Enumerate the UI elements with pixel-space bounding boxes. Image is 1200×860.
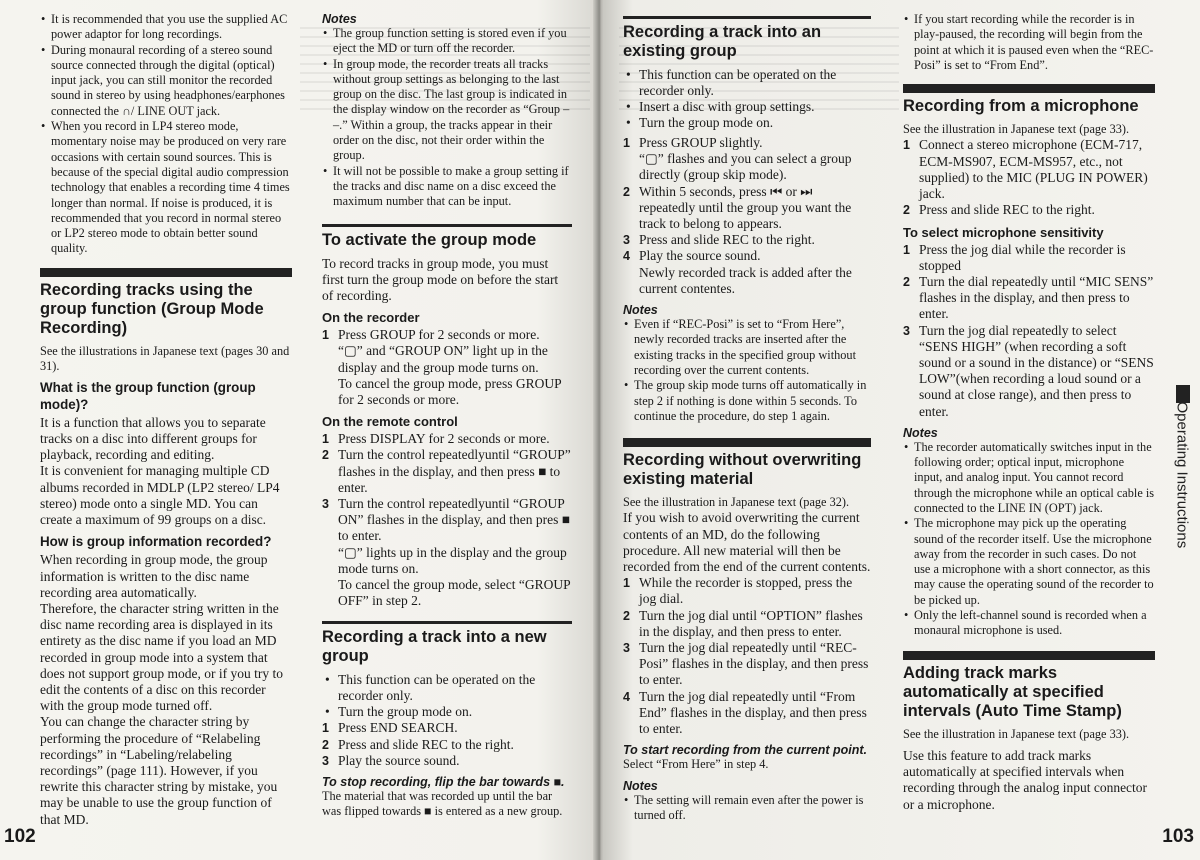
step-item: [623, 608, 871, 640]
list-item: • The setting will remain even after the power is turned off.: [623, 793, 871, 824]
step-item: [623, 689, 871, 738]
list-item: • It is recommended that you use the supplied AC power adaptor for long recordings.: [40, 12, 292, 43]
step-text: Turn the control repeatedlyuntil “GROUP” flashes in the display, and then press ■ to enter.: [338, 447, 571, 495]
step-item: [903, 202, 1155, 218]
step-text: Press DISPLAY for 2 seconds or more.: [338, 431, 550, 447]
list-item: • The microphone may pick up the operating sound of the recorder itself. Use the microphone away from the recorder in such cases. Do not use a microphone with a short connector, as this may cause the operating sound of the recorder to be picked up.: [903, 516, 1155, 608]
step-text: “▢” and “GROUP ON” light up in the display and the group mode turns on.: [338, 343, 548, 375]
group-notes-list: [322, 26, 572, 210]
step-item: [623, 248, 871, 264]
step-text: Turn the control repeatedlyuntil “GROUP ON” flashes in the display, and then pres ■ to enter.: [338, 496, 570, 544]
step-number: 4: [623, 249, 630, 264]
step-item: [322, 447, 572, 496]
bleed-through-side-tab: [10, 380, 36, 580]
section-rule: [322, 224, 572, 227]
step-number: 1: [623, 136, 630, 150]
section-rule: [623, 16, 871, 19]
step-item: [623, 135, 871, 151]
step-text: To cancel the group mode, press GROUP for 2 seconds or more.: [338, 375, 562, 407]
step-item: [903, 274, 1155, 323]
list-item: • The group function setting is stored even if you eject the MD or turn off the recorder.: [322, 26, 572, 57]
side-tab-marker: [1176, 385, 1190, 403]
step-text: Press and slide REC to the right.: [639, 232, 815, 248]
step-text: Turn the dial repeatedly until “MIC SENS” flashes in the display, and then press to enter.: [919, 273, 1154, 322]
list-item: • The recorder automatically switches input in the following order; optical input, microphone input, and analog input. You cannot record through the microphone while an optical cable is connected to the LINE IN (OPT) jack.: [903, 440, 1155, 516]
step-text: Play the source sound.: [338, 752, 460, 768]
subsection-title-on-recorder: On the recorder: [322, 310, 420, 326]
step-text: Press END SEARCH.: [338, 720, 458, 736]
step-text: Play the source sound.: [639, 248, 761, 264]
section-title-no-overwrite: Recording without overwriting existing material: [623, 451, 862, 489]
section-rule: [322, 621, 572, 624]
list-item: • When you record in LP4 stereo mode, momentary noise may be produced on very rare occasions with certain sound sources. This is because of the special digital audio compression technology that enables a recording time 4 times longer than normal. If noise is produced, it is recommended that you record in normal stereo or LP2 stereo mode to obtain better sound quality.: [40, 119, 292, 257]
step-item: [322, 545, 572, 577]
step-text: Newly recorded track is added after the current contentes.: [639, 264, 852, 296]
step-item: [623, 184, 871, 233]
step-item: [322, 496, 572, 545]
step-item: [322, 737, 572, 753]
section-title-group-mode: Recording tracks using the group function (Group Mode Recording): [40, 280, 264, 337]
right-page: [603, 0, 1200, 860]
paragraph: Use this feature to add track marks automatically at specified intervals when recording through the analog input connector or a microphone.: [903, 747, 1148, 812]
step-text: Turn the jog dial repeatedly until “From End” flashes in the display, and then press to enter.: [639, 688, 867, 737]
list-item: • It will not be possible to make a group setting if the tracks and disc name on a disc exceed the maximum number that can be input.: [322, 164, 572, 210]
section-rule: [903, 84, 1155, 93]
step-item: [322, 376, 572, 408]
step-item: [903, 242, 1155, 274]
step-number: 4: [623, 689, 630, 704]
section-title-activate-group-mode: To activate the group mode: [322, 230, 537, 249]
paragraph: When recording in group mode, the group information is written to the disc name recording area automatically.: [40, 552, 268, 600]
list-item: • Insert a disc with group settings.: [623, 99, 871, 115]
paragraph: If you wish to avoid overwriting the current contents of an MD, do the following procedure. All new material will then be recorded from the end of the current contents.: [623, 510, 871, 575]
list-item: • The group skip mode turns off automatically in step 2 if nothing is done within 5 seconds. To continue the procedure, do step 1 again.: [623, 378, 871, 424]
existing-group-prereqs: [623, 67, 871, 131]
page-number-right: 103: [1162, 826, 1194, 847]
page-number-left: 102: [4, 826, 36, 847]
existing-group-notes: [623, 317, 871, 424]
step-item: [322, 431, 572, 447]
step-text: Press GROUP slightly.: [639, 135, 763, 150]
no-overwrite-notes: [623, 793, 871, 824]
step-number: 1: [903, 138, 910, 153]
subsection-title-group-info: How is group information recorded?: [40, 534, 272, 550]
paragraph: It is a function that allows you to separate tracks on a disc into different groups for playback, recording and editing.: [40, 414, 266, 463]
paragraph: Select “From Here” in step 4.: [623, 757, 769, 772]
step-number: 3: [623, 233, 630, 248]
paragraph: You can change the character string by performing the procedure of “Relabeling recordings” in “Labeling/relabeling recordings” (page 111). However, if you rewrite this character string by mistake, you may be unable to use the group function of that MD.: [40, 714, 278, 827]
paragraph: The material that was recorded up until the bar was flipped towards ■ is entered as a new group.: [322, 789, 563, 819]
step-number: 3: [322, 497, 329, 511]
step-text: Turn the jog dial repeatedly until “REC-Posi” flashes in the display, and then press to enter.: [639, 640, 869, 688]
notes-heading: Notes: [623, 778, 658, 793]
step-number: 2: [903, 203, 910, 218]
step-text: Connect a stereo microphone (ECM-717, ECM-MS907, ECM-MS957, etc., not supplied) to the MIC (PLUG IN POWER) jack.: [919, 137, 1148, 202]
section-title-new-group: Recording a track into a new group: [322, 628, 547, 666]
list-item: • This function can be operated on the recorder only.: [623, 67, 871, 99]
list-item: • During monaural recording of a stereo sound source connected through the digital (optical) input jack, you can still monitor the recorded sound in stereo by using headphones/earphones connected the ∩/ LINE OUT jack.: [40, 43, 292, 119]
section-rule: [623, 438, 871, 447]
list-item: • Even if “REC-Posi” is set to “From Here”, newly recorded tracks are inserted after the existing tracks in the specified group without recording over the current contents.: [623, 317, 871, 378]
from-current-heading: To start recording from the current point.: [623, 743, 867, 758]
section-rule: [903, 651, 1155, 660]
side-tab-label: Operating Instructions: [1173, 401, 1191, 549]
step-text: Press the jog dial while the recorder is stopped: [919, 241, 1126, 273]
step-item: [322, 577, 572, 609]
on-remote-steps: [322, 431, 572, 609]
step-text: Press and slide REC to the right.: [338, 736, 514, 752]
step-number: 3: [322, 753, 329, 768]
step-item: [322, 720, 572, 736]
step-number: 1: [322, 721, 329, 736]
step-number: 1: [322, 432, 329, 447]
see-illustration-note: See the illustration in Japanese text (page 33).: [903, 726, 1130, 741]
list-item: • Turn the group mode on.: [623, 115, 871, 131]
no-overwrite-steps: [623, 575, 871, 737]
right-column-2: [903, 12, 1155, 813]
play-paused-note: [903, 12, 1155, 73]
see-illustration-note: See the illustrations in Japanese text (pages 30 and 31).: [40, 343, 290, 374]
step-text: “▢” flashes and you can select a group directly (group skip mode).: [639, 151, 852, 183]
step-item: [903, 137, 1155, 202]
step-text: Turn the jog dial repeatedly to select “SENS HIGH” (when recording a soft sound or a sound in the distance) or “SENS LOW”(when recording a loud sound or a sound at close range), and then press to enter.: [919, 322, 1154, 419]
step-item: [322, 753, 572, 769]
notes-heading: Notes: [322, 12, 357, 26]
left-column-2: [322, 12, 572, 820]
step-item: [623, 640, 871, 689]
section-title-existing-group: Recording a track into an existing group: [623, 23, 822, 60]
microphone-steps: [903, 137, 1155, 218]
step-number: 2: [322, 737, 329, 752]
see-illustration-note: See the illustration in Japanese text (page 32).: [623, 495, 850, 510]
subsection-title-mic-sensitivity: To select microphone sensitivity: [903, 224, 1104, 240]
mic-sensitivity-steps: [903, 242, 1155, 420]
step-number: 3: [623, 641, 630, 656]
step-text: Press and slide REC to the right.: [919, 202, 1095, 218]
step-number: 1: [623, 576, 630, 591]
list-item: • This function can be operated on the recorder only.: [322, 672, 572, 704]
subsection-title-on-remote: On the remote control: [322, 414, 458, 430]
on-recorder-steps: [322, 327, 572, 408]
step-number: 2: [623, 184, 630, 199]
existing-group-steps: [623, 135, 871, 297]
section-rule: [40, 268, 292, 277]
step-number: 1: [322, 328, 329, 343]
step-text: “▢” lights up in the display and the group mode turns on.: [338, 544, 567, 576]
paragraph: Therefore, the character string written in the disc name recording area is displayed in its entirety as the disc name if you load an MD recorded in group mode into a system that does not support group mode, or if you try to edit the contents of a disc on this recorder with the group mode turned off.: [40, 600, 283, 714]
paragraph: It is convenient for managing multiple CD albums recorded in MDLP (LP2 stereo/ LP4 stereo) mode onto a single MD. You can create a maximum of 99 groups on a disc.: [40, 463, 280, 527]
step-number: 2: [903, 274, 910, 289]
step-text: While the recorder is stopped, press the jog dial.: [639, 575, 853, 607]
notes-heading: Notes: [903, 425, 938, 440]
step-item: [623, 575, 871, 607]
new-group-steps: [322, 720, 572, 769]
side-tab: [1172, 385, 1194, 585]
paragraph: To record tracks in group mode, you must first turn the group mode on before the start of recording.: [322, 255, 559, 303]
subsection-title-what-is-group: What is the group function (group mode)?: [40, 380, 256, 412]
list-item: • In group mode, the recorder treats all tracks without group settings as belonging to the last group on the disc. The last group is indicated in the display window on the recorder as “Group – –.” Within a group, the tracks appear in their order on the disc, not their order within the group.: [322, 57, 572, 164]
section-title-auto-time-stamp: Adding track marks automatically at specified intervals (Auto Time Stamp): [903, 663, 1122, 720]
step-item: [623, 151, 871, 183]
list-item: • Only the left-channel sound is recorded when a monaural microphone is used.: [903, 608, 1155, 639]
step-item: [903, 323, 1155, 420]
step-number: 2: [623, 608, 630, 623]
step-number: 1: [903, 242, 910, 257]
step-text: Within 5 seconds, press ⏮ or ⏭ repeatedly until the group you want the track to belong to appears.: [639, 183, 852, 232]
step-number: 2: [322, 448, 329, 463]
step-item: [623, 232, 871, 248]
left-page: [0, 0, 597, 860]
see-illustration-note: See the illustration in Japanese text (page 33).: [903, 122, 1130, 137]
step-item: [322, 327, 572, 343]
list-item: • Turn the group mode on.: [322, 704, 572, 720]
step-text: To cancel the group mode, select “GROUP OFF” in step 2.: [338, 577, 571, 609]
notes-heading: Notes: [623, 303, 658, 318]
step-item: [623, 265, 871, 297]
microphone-notes: [903, 440, 1155, 639]
list-item: • If you start recording while the recorder is in play-paused, the recording will begin from the point at which it is paused even when the “REC-Posi” is set to “From End”.: [903, 12, 1155, 73]
step-item: [322, 343, 572, 375]
step-text: Turn the jog dial until “OPTION” flashes in the display, and then press to enter.: [639, 607, 863, 639]
stop-recording-heading: To stop recording, flip the bar towards ■.: [322, 775, 565, 790]
step-number: 3: [903, 323, 910, 338]
left-column-1: [40, 12, 292, 828]
section-title-microphone: Recording from a microphone: [903, 97, 1139, 116]
new-group-prereqs: [322, 672, 572, 720]
recording-tips-list: [40, 12, 292, 257]
right-column-1: [623, 16, 871, 823]
step-text: Press GROUP for 2 seconds or more.: [338, 327, 540, 343]
